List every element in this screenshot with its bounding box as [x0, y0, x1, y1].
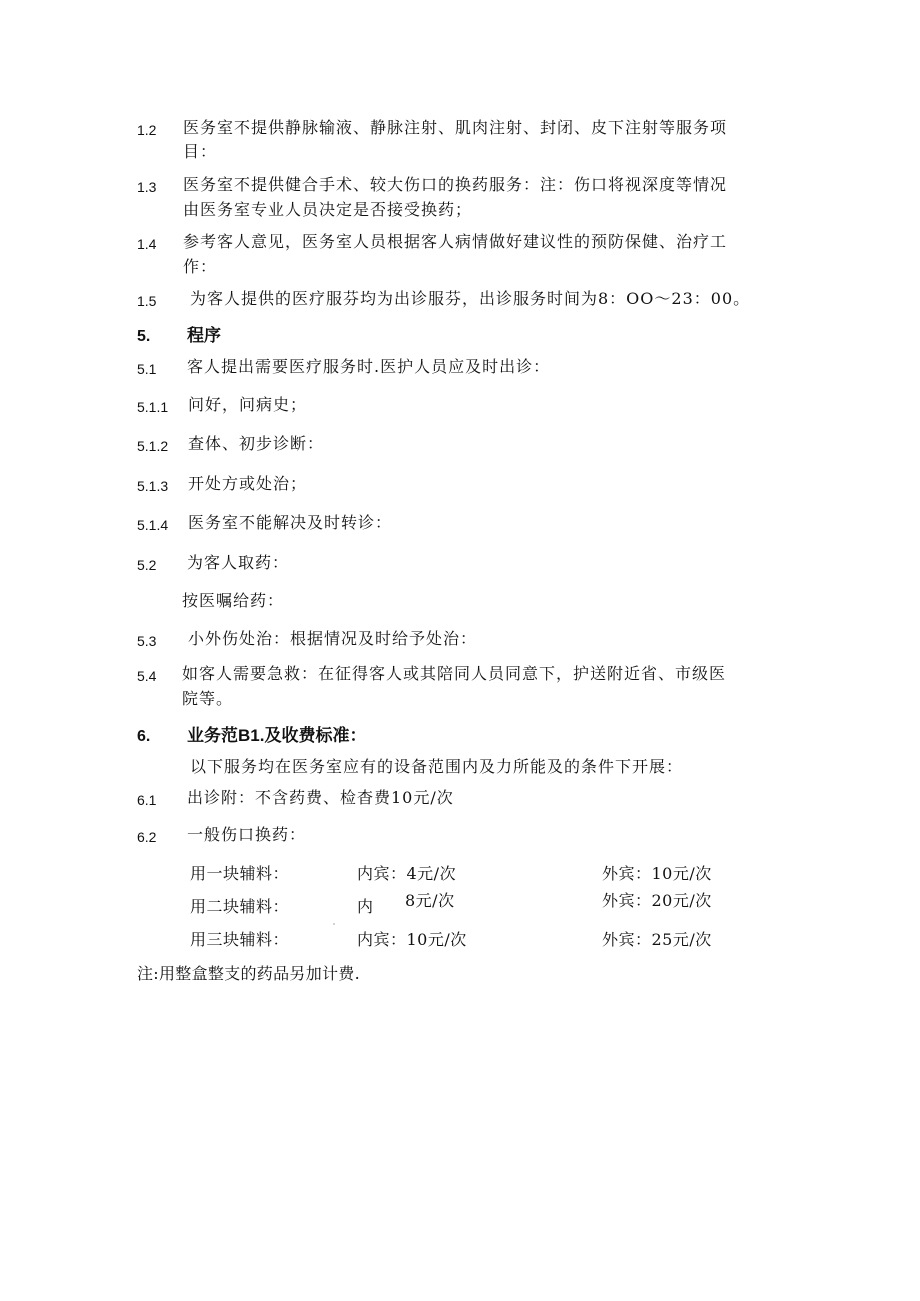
clause-5-2-subline [0, 589, 920, 619]
clause-number: 1.4 [137, 236, 157, 252]
clause-text: 为客人取药： [187, 553, 290, 572]
clause-6-1 [0, 786, 920, 816]
clause-text: 客人提出需要医疗服务时.医护人员应及时出诊： [187, 357, 551, 376]
clause-5-1-3 [0, 472, 920, 502]
clause-text: 问好，问病史； [188, 395, 308, 414]
fee-row-three-dressings [0, 928, 920, 958]
clause-1-4-continuation [0, 255, 920, 285]
clause-text: 按医嘱给药： [182, 591, 285, 610]
domestic-fee: 内宾：4元/次 [357, 864, 457, 883]
clause-number: 5.1.2 [137, 438, 169, 454]
pricing-note-text: 注:用整盒整支的药品另加计费. [137, 964, 360, 983]
clause-number: 6.1 [137, 792, 157, 808]
fee-label: 用一块辅料： [190, 864, 290, 883]
clause-text: 一般伤口换药： [187, 825, 307, 844]
clause-text: 小外伤处治：根据情况及时给予处治： [188, 629, 478, 648]
section-6-intro [0, 755, 920, 785]
foreign-fee: 外宾：25元/次 [602, 930, 712, 949]
section-number: 6. [137, 728, 151, 745]
fee-label: 用三块辅料： [190, 930, 290, 949]
clause-1-3-continuation [0, 198, 920, 228]
clause-number: 5.1.4 [137, 517, 169, 533]
clause-text: 医务室不提供静脉输液、静脉注射、肌肉注射、封闭、皮下注射等服务项 [183, 118, 728, 137]
clause-text: 医务室不能解决及时转诊： [188, 513, 393, 532]
section-title: 业务范B1.及收费标准： [187, 726, 367, 745]
fee-row-two-dressings [0, 890, 920, 920]
pricing-note [0, 962, 920, 992]
clause-number: 1.3 [137, 179, 157, 195]
clause-number: 5.1.3 [137, 478, 169, 494]
fee-label: 用二块辅料： [190, 897, 290, 916]
clause-number: 1.5 [137, 293, 157, 309]
section-6-heading [0, 724, 920, 754]
clause-1-5 [0, 287, 920, 317]
section-intro-text: 以下服务均在医务室应有的设备范围内及力所能及的条件下开展： [190, 757, 684, 776]
domestic-fee-prefix: 内 [357, 897, 374, 916]
clause-text-continued: 作： [183, 257, 218, 276]
scan-mark [333, 923, 335, 925]
clause-number: 5.1.1 [137, 399, 169, 415]
clause-text: 为客人提供的医疗服芬均为出诊服芬，出诊服务时间为8：OO～23：00。 [190, 289, 751, 308]
clause-5-1 [0, 355, 920, 385]
section-number: 5. [137, 328, 151, 345]
foreign-fee: 外宾：10元/次 [602, 864, 712, 883]
clause-text: 参考客人意见，医务室人员根据客人病情做好建议性的预防保健、治疗工 [183, 232, 728, 251]
clause-6-2 [0, 823, 920, 853]
clause-number: 5.2 [137, 557, 157, 573]
clause-number: 5.1 [137, 361, 157, 377]
clause-5-4-continuation [0, 687, 920, 717]
clause-5-2 [0, 551, 920, 581]
domestic-fee: 内宾：10元/次 [357, 930, 467, 949]
section-title: 程序 [187, 326, 221, 345]
clause-text: 出诊附：不含药费、检杳费10元/次 [187, 788, 454, 807]
clause-5-1-4 [0, 511, 920, 541]
clause-text: 查体、初步诊断： [188, 434, 325, 453]
clause-5-1-2 [0, 432, 920, 462]
clause-text-continued: 目： [183, 142, 218, 161]
clause-number: 6.2 [137, 829, 157, 845]
foreign-fee: 外宾：20元/次 [602, 891, 712, 910]
section-5-heading [0, 324, 920, 354]
clause-text: 医务室不提供健合手术、较大伤口的换药服务：注：伤口将视深度等情况 [183, 175, 728, 194]
clause-number: 5.3 [137, 633, 157, 649]
clause-text: 开处方或处治； [188, 474, 308, 493]
clause-number: 1.2 [137, 122, 157, 138]
clause-text: 如客人需要急救：在征得客人或其陪同人员同意下，护送附近省、市级医 [182, 664, 727, 683]
clause-1-2-continuation [0, 140, 920, 170]
clause-5-1-1 [0, 393, 920, 423]
clause-text-continued: 院等。 [182, 689, 234, 708]
domestic-fee-amount: 8元/次 [405, 891, 455, 910]
clause-5-3 [0, 627, 920, 657]
clause-number: 5.4 [137, 668, 157, 684]
clause-text-continued: 由医务室专业人员决定是否接受换药； [183, 200, 473, 219]
fee-row-one-dressing [0, 862, 920, 892]
